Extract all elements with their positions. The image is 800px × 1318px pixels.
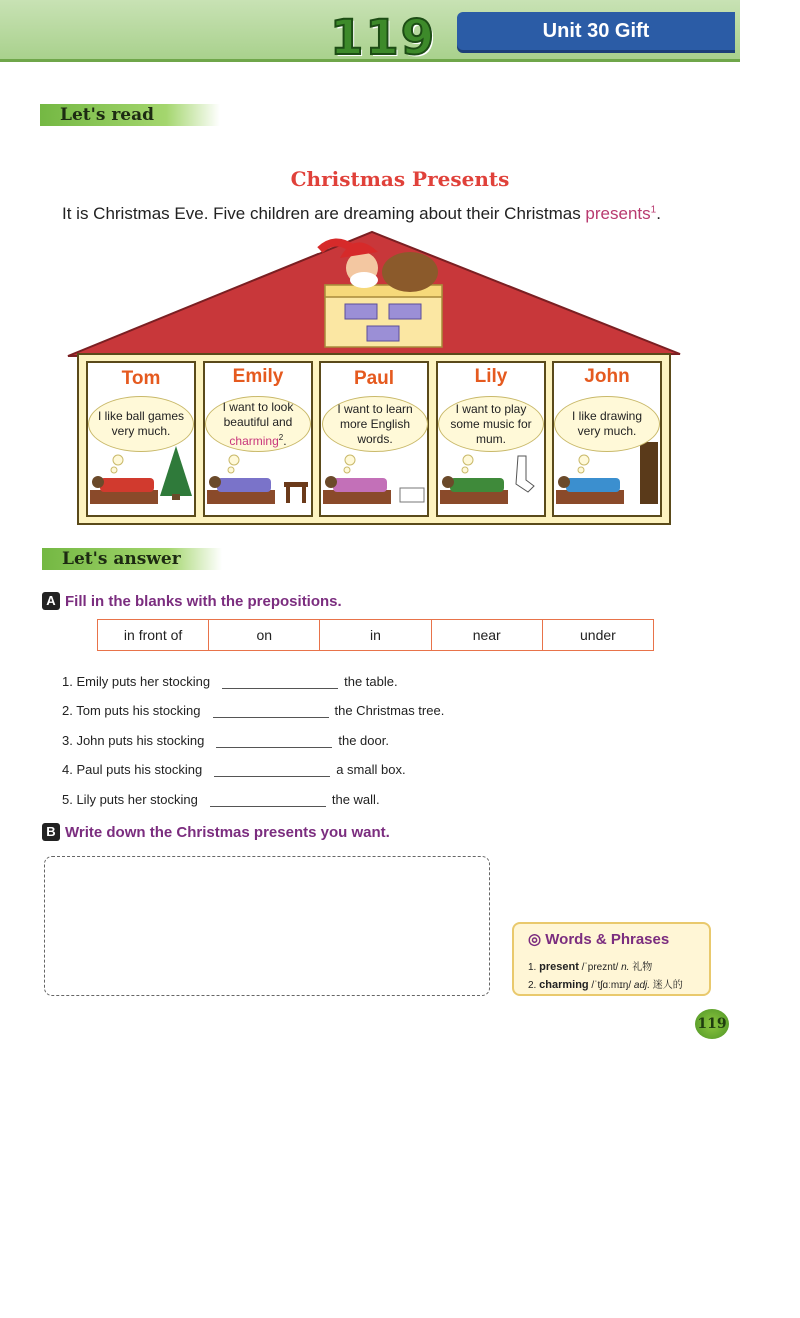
exercise-a-badge: A bbox=[42, 592, 60, 610]
words-phrases-title bbox=[528, 930, 669, 948]
circle-icon: ◎ bbox=[528, 931, 546, 948]
exercise-b-badge: B bbox=[42, 823, 60, 841]
vocab-pos: n. bbox=[621, 962, 630, 973]
thought-text: I want to learn more English words. bbox=[337, 401, 413, 446]
thought-text: I want to play some music for mum. bbox=[450, 401, 532, 446]
door bbox=[640, 442, 658, 504]
story-title: Christmas Presents bbox=[290, 167, 510, 191]
page-number-large: 119 bbox=[330, 10, 437, 66]
question-text: 2. Tom puts his stocking bbox=[62, 703, 201, 718]
thought-text: I like ball games very much. bbox=[97, 409, 185, 438]
vocab-meaning: 迷人的 bbox=[652, 980, 683, 991]
thought-bubble-lily bbox=[438, 396, 544, 452]
intro-keyword: presents bbox=[585, 204, 651, 223]
child-name-john: John bbox=[584, 366, 630, 387]
child-name-emily: Emily bbox=[232, 366, 284, 387]
section-label-lets-read: Let's read bbox=[40, 104, 220, 126]
house-illustration bbox=[0, 0, 800, 540]
child-name-tom: Tom bbox=[121, 368, 161, 389]
thought-text-end: . bbox=[283, 433, 287, 448]
vocab-pos: adj. bbox=[633, 980, 651, 991]
vocab-item bbox=[528, 958, 652, 973]
question-text-end: a small box. bbox=[336, 762, 406, 777]
vocab-phonetic: /ˈpreznt/ bbox=[581, 962, 619, 973]
vocab-word: present bbox=[539, 961, 579, 973]
thought-text-start: I want to look beautiful and bbox=[222, 399, 294, 429]
child-name-lily: Lily bbox=[474, 366, 508, 387]
question-4 bbox=[62, 762, 406, 777]
question-text-end: the wall. bbox=[331, 792, 380, 807]
thought-bubble-paul bbox=[322, 396, 428, 452]
question-1 bbox=[62, 674, 398, 689]
answer-blank[interactable] bbox=[216, 736, 332, 748]
vocab-meaning: 礼物 bbox=[632, 962, 653, 973]
exercise-b-heading bbox=[42, 823, 390, 841]
question-5 bbox=[62, 792, 380, 807]
preposition-cell: in bbox=[320, 620, 431, 650]
question-text: 1. Emily puts her stocking bbox=[62, 674, 211, 689]
words-phrases-title-text: Words & Phrases bbox=[545, 931, 670, 948]
preposition-cell: near bbox=[432, 620, 543, 650]
thought-text: I like drawing very much. bbox=[571, 409, 643, 438]
question-text: 5. Lily puts her stocking bbox=[62, 792, 198, 807]
question-text-end: the table. bbox=[344, 674, 398, 689]
vocab-item bbox=[528, 976, 683, 991]
exercise-a-heading bbox=[42, 592, 342, 610]
question-text: 3. John puts his stocking bbox=[62, 733, 205, 748]
write-answer-box[interactable] bbox=[44, 856, 490, 996]
intro-end: . bbox=[656, 204, 661, 223]
question-text-end: the Christmas tree. bbox=[334, 703, 445, 718]
question-text-end: the door. bbox=[338, 733, 389, 748]
vocab-word: charming bbox=[539, 979, 589, 991]
thought-footnote-mark: 2 bbox=[278, 432, 284, 442]
small-box bbox=[400, 488, 424, 502]
preposition-table bbox=[97, 619, 654, 651]
thought-bubble-john bbox=[554, 396, 660, 452]
vocab-num: 2. bbox=[528, 980, 537, 991]
section-label-lets-answer: Let's answer bbox=[42, 548, 222, 570]
intro-footnote-mark: 1 bbox=[650, 204, 657, 216]
thought-keyword: charming bbox=[229, 433, 279, 448]
intro-text: It is Christmas Eve. Five children are dreaming about their Christmas bbox=[62, 204, 586, 223]
answer-blank[interactable] bbox=[213, 706, 329, 718]
question-2 bbox=[62, 703, 444, 718]
answer-blank[interactable] bbox=[214, 765, 330, 777]
child-name-paul: Paul bbox=[353, 368, 395, 389]
vocab-phonetic: /ˈtʃɑːmɪŋ/ bbox=[591, 980, 632, 991]
preposition-cell: under bbox=[580, 627, 616, 643]
answer-blank[interactable] bbox=[222, 677, 338, 689]
thought-bubble-tom bbox=[88, 396, 194, 452]
answer-blank[interactable] bbox=[210, 795, 326, 807]
thought-text bbox=[212, 400, 304, 449]
unit-title: Unit 30 Gift bbox=[542, 19, 650, 42]
question-text: 4. Paul puts his stocking bbox=[62, 762, 203, 777]
vocab-num: 1. bbox=[528, 962, 537, 973]
question-3 bbox=[62, 733, 389, 748]
exercise-a-instruction: Fill in the blanks with the prepositions. bbox=[65, 593, 342, 610]
words-phrases-box bbox=[512, 922, 711, 996]
page-number: 119 bbox=[695, 1009, 729, 1039]
thought-bubble-emily bbox=[205, 396, 311, 452]
preposition-cell: on bbox=[209, 620, 320, 650]
preposition-cell: in front of bbox=[98, 620, 209, 650]
exercise-b-instruction: Write down the Christmas presents you want. bbox=[65, 824, 390, 841]
